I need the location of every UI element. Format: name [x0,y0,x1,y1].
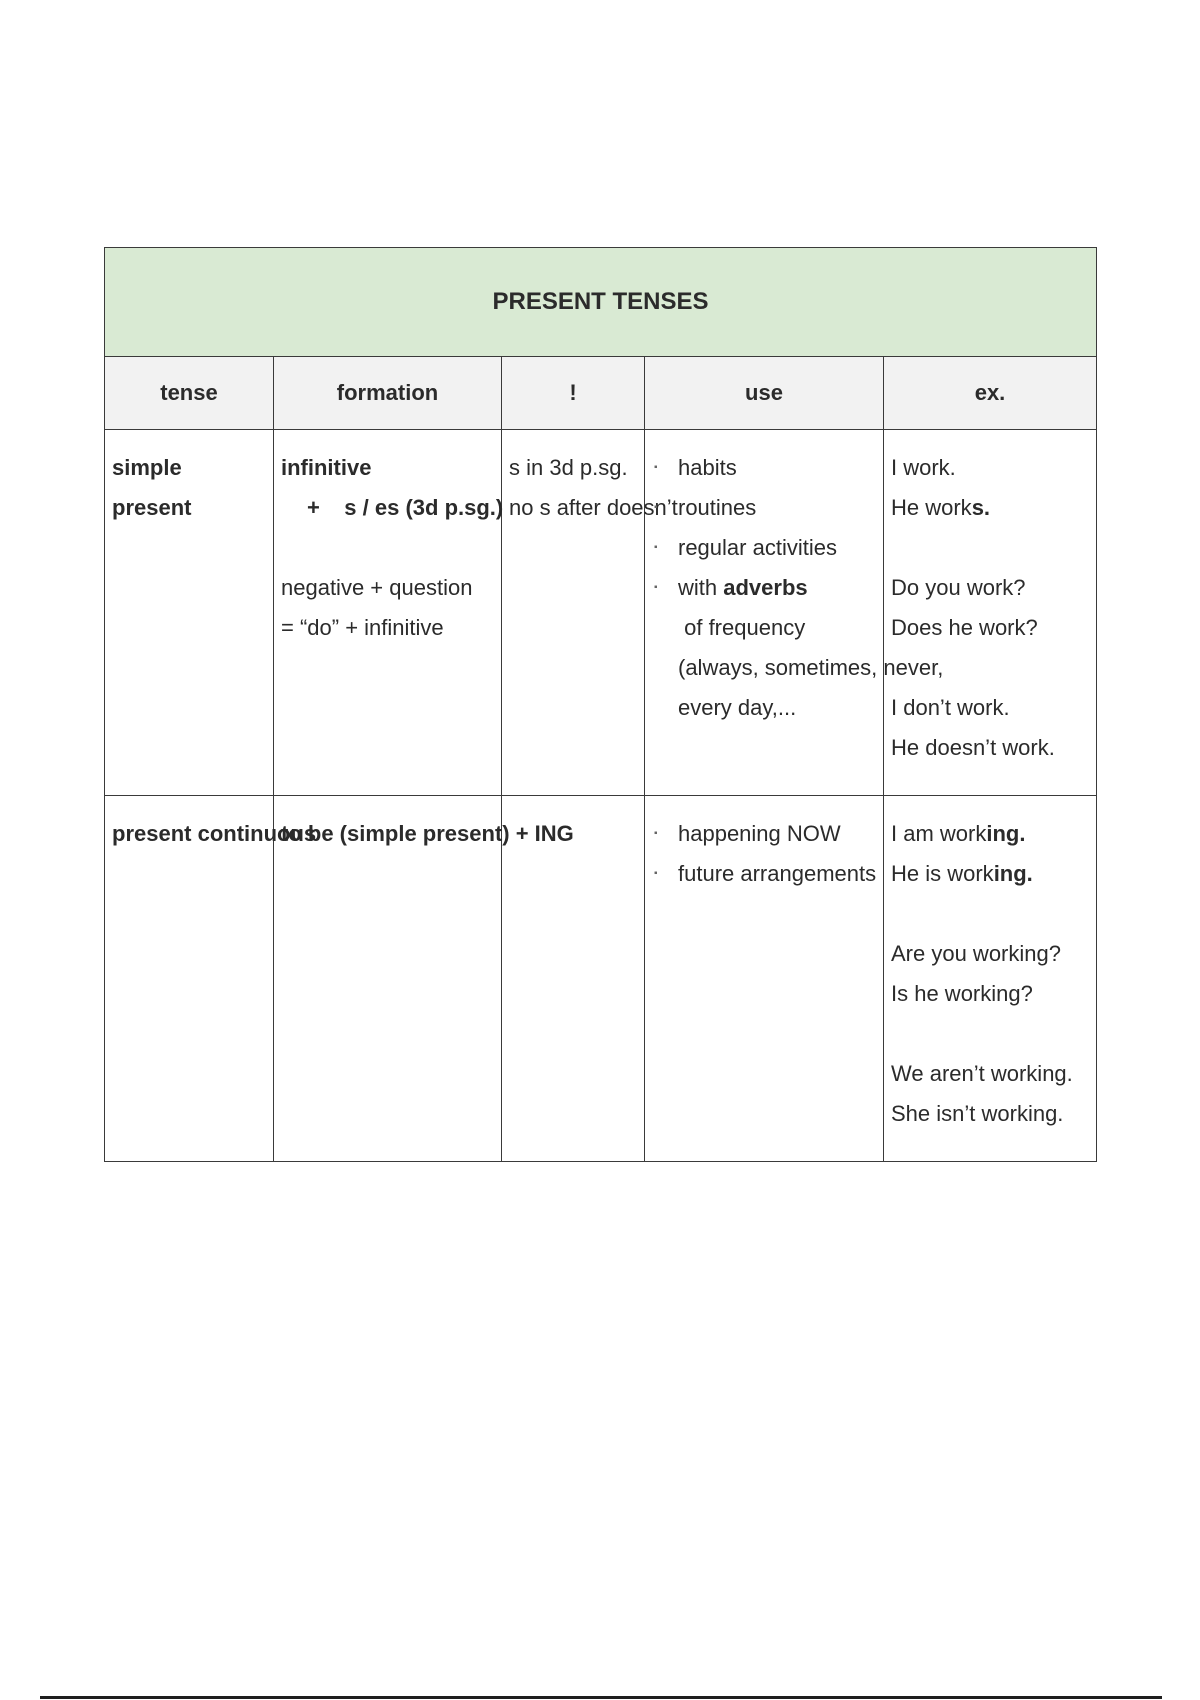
use-cell [645,796,884,1162]
use-continuation: every day,... [678,695,797,720]
header-formation: formation [274,357,502,430]
example-ending: s. [971,495,991,520]
example-line: We aren’t working. [891,1061,1073,1086]
header-row [105,357,1097,430]
example-text: He work [891,495,972,520]
example-line [891,854,1090,894]
examples-cell [884,796,1097,1162]
notes-cell [502,430,678,796]
example-text: He is work [891,861,994,886]
example-line [891,488,1090,528]
page-bottom-rule [40,1696,1162,1699]
tense-cell: simple present [105,430,274,796]
note-line: s in 3d p.sg. [509,455,628,480]
use-item: ▪ routines [652,488,877,528]
formation-line: negative + question [281,575,473,600]
use-item: ▪ future arrangements [652,854,877,894]
use-list [652,814,877,894]
use-item-text: with [678,575,724,600]
note-line: no s after doesn’t [509,495,678,520]
table-title: PRESENT TENSES [105,248,1097,357]
example-line: Are you working? [891,941,1061,966]
header-notes: ! [502,357,645,430]
use-item-text: of frequency [678,615,806,640]
use-item [652,568,877,648]
use-item: ▪ regular activities [652,528,877,568]
example-line [891,814,1090,854]
example-ending: ing. [993,861,1033,886]
formation-line: infinitive [281,455,372,480]
table-row-simple-present [105,430,1097,796]
tense-cell: present continuous [105,796,274,1162]
example-line: Do you work? [891,575,1026,600]
use-item-bold: adverbs [723,575,808,600]
examples-cell [884,430,1097,796]
header-examples: ex. [884,357,1097,430]
use-item: ▪ habits [652,448,877,488]
use-list [652,448,877,648]
example-line: I don’t work. [891,695,1010,720]
header-tense: tense [105,357,274,430]
example-line: She isn’t working. [891,1101,1064,1126]
example-ending: ing. [986,821,1026,846]
formation-line: + s / es (3d p.sg.) [307,495,504,520]
use-continuation: (always, sometimes, never, [678,655,944,680]
example-line: I work. [891,455,956,480]
header-use: use [645,357,884,430]
notes-cell [502,796,645,1162]
formation-line: = “do” + infinitive [281,615,444,640]
table-row-present-continuous [105,796,1097,1162]
example-line: He doesn’t work. [891,735,1055,760]
example-text: I am work [891,821,987,846]
formation-cell: to be (simple present) + ING [274,796,502,1162]
present-tenses-table [104,247,1097,1162]
use-item: ▪ happening NOW [652,814,877,854]
formation-cell [274,430,502,796]
tense-table-container [104,247,1096,1162]
example-line: Is he working? [891,981,1033,1006]
example-line: Does he work? [891,615,1038,640]
